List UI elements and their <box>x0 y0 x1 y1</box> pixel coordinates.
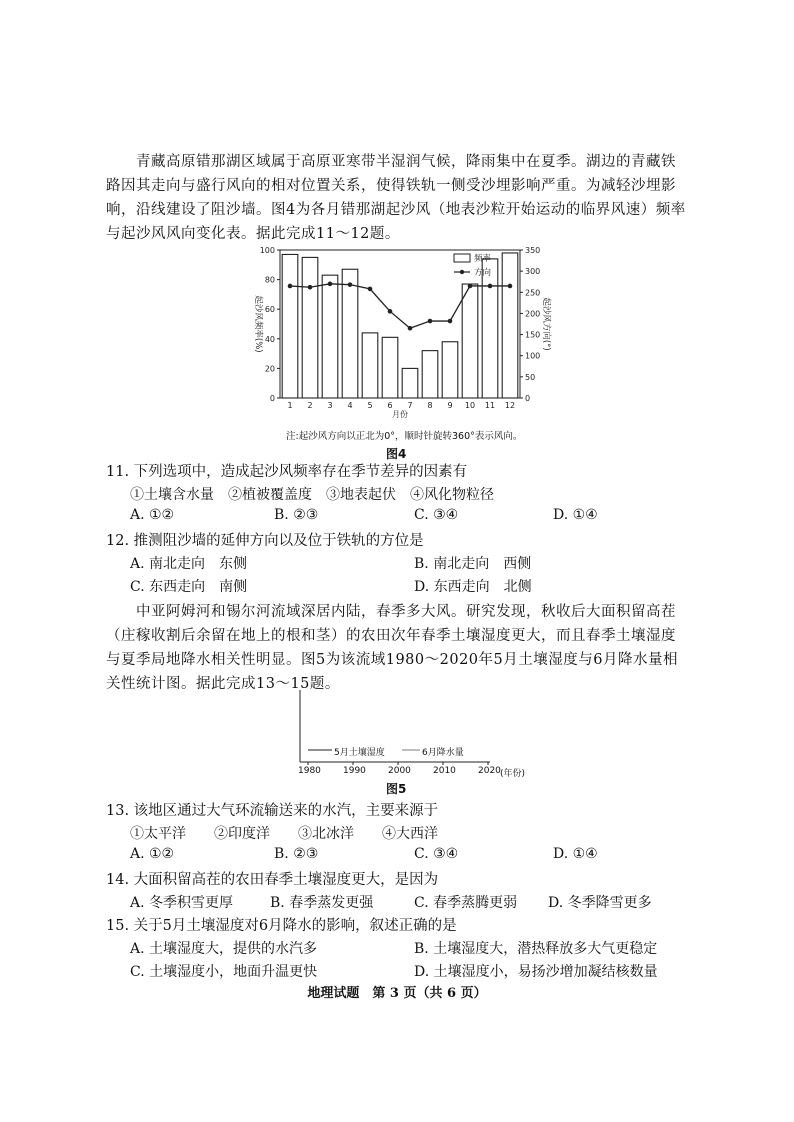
figure-4-direction-point <box>388 309 393 314</box>
figure-4-bar <box>322 275 338 398</box>
figure-4-x-tick-label: 10 <box>464 401 476 410</box>
question-12-option-a[interactable]: A. 南北走向 东侧 <box>130 556 248 572</box>
figure-4-right-tick-label: 350 <box>525 246 541 255</box>
figure-4-bar <box>342 269 358 398</box>
figure-4-bar <box>362 333 378 398</box>
figure-4-x-tick-label: 4 <box>347 401 353 410</box>
figure-5-legend-rain: 6月降水量 <box>422 748 464 758</box>
question-13-option-c[interactable]: C. ③④ <box>414 846 459 862</box>
question-14-option-a[interactable]: A. 冬季积雪更厚 <box>130 895 234 911</box>
question-14-option-d[interactable]: D. 冬季降雪更多 <box>548 895 652 911</box>
figure-4-x-tick-label: 2 <box>307 401 313 410</box>
figure-5-caption: 图5 <box>386 782 407 796</box>
figure-4-right-tick-label: 150 <box>525 330 541 340</box>
figure-4-right-axis-title: 起沙风方向(°) <box>541 297 551 351</box>
figure-4-right-tick-label: 250 <box>525 288 541 298</box>
figure-4-direction-point <box>288 284 293 289</box>
question-14-option-b[interactable]: B. 春季蒸发更强 <box>270 895 374 911</box>
question-14-option-c[interactable]: C. 春季蒸腾更弱 <box>414 895 518 911</box>
figure-4-right-tick-label: 200 <box>525 309 541 319</box>
figure-4-bar <box>442 342 458 398</box>
figure-4-left-tick-label: 40 <box>264 334 275 344</box>
figure-4-caption: 图4 <box>386 447 407 461</box>
figure-5-xtick-2010: 2010 <box>433 766 456 776</box>
figure-4-direction-point <box>428 319 433 324</box>
figure-5-x-unit: (年份) <box>500 769 526 779</box>
figure-4-bar <box>502 253 518 398</box>
question-13-option-a[interactable]: A. ①② <box>130 846 175 862</box>
figure-4-x-tick-label: 6 <box>387 401 393 410</box>
figure-4-x-axis-title: 月份 <box>392 410 408 419</box>
question-12-option-b[interactable]: B. 南北走向 西侧 <box>414 556 532 572</box>
question-15-option-b[interactable]: B. 土壤湿度大，潜热释放多大气更稳定 <box>414 941 658 957</box>
figure-4-bar <box>302 257 318 398</box>
figure-4-x-tick-label: 9 <box>447 401 453 410</box>
question-13-option-b[interactable]: B. ②③ <box>274 846 319 862</box>
figure-4-left-tick-label: 100 <box>259 246 275 255</box>
question-14-stem: 14. 大面积留高茬的农田春季土壤湿度更大，是因为 <box>106 872 439 888</box>
figure-4-left-tick-label: 60 <box>264 305 275 315</box>
figure-4-right-tick-label: 300 <box>525 267 541 277</box>
figure-4-bar <box>422 351 438 398</box>
figure-5-legend-soil: 5月土壤湿度 <box>334 748 385 758</box>
question-11-option-b[interactable]: B. ②③ <box>274 507 319 523</box>
figure-4-legend-dir: 方向 <box>474 268 492 278</box>
figure-4-x-tick-label: 11 <box>484 401 496 410</box>
page-footer: 地理试题 第 3 页（共 6 页） <box>307 986 487 1001</box>
figure-4-direction-point <box>368 287 373 292</box>
figure-5-xtick-2020: 2020 <box>478 766 501 776</box>
figure-4-x-tick-label: 8 <box>427 401 433 410</box>
figure-5-xtick-1980: 1980 <box>298 766 321 776</box>
figure-4-bar <box>462 284 478 398</box>
figure-4-direction-point <box>348 282 353 287</box>
figure-4-bar <box>282 254 298 398</box>
figure-4-x-tick-label: 7 <box>407 401 413 410</box>
question-11-option-c[interactable]: C. ③④ <box>414 507 459 523</box>
question-12-option-d[interactable]: D. 东西走向 北侧 <box>414 579 532 595</box>
figure-4-right-tick-label: 50 <box>525 372 536 382</box>
figure-4-legend-bar-swatch <box>454 254 470 262</box>
figure-4-chart <box>240 240 560 450</box>
figure-4-x-tick-label: 3 <box>327 401 333 410</box>
question-15-option-d[interactable]: D. 土壤湿度小，易扬沙增加凝结核数量 <box>414 964 658 980</box>
figure-4-x-tick-label: 5 <box>367 401 373 410</box>
figure-4-left-axis-title: 起沙风频率(%) <box>253 295 263 353</box>
intro-passage-2: 中亚阿姆河和锡尔河流域深居内陆，春季多大风。研究发现，秋收后大面积留高茬（庄稼收割后余留在地上的根和茎）的农田次年春季土壤湿度更大，而且春季土壤湿度与夏季局地降水相关性明显。图5为该流域1980～2020年5月土壤湿度与6月降水量相关性统计图。据此完成13～15题。 <box>106 604 678 692</box>
question-11-option-a[interactable]: A. ①② <box>130 507 175 523</box>
question-12-option-c[interactable]: C. 东西走向 南侧 <box>130 579 248 595</box>
question-11-items: ①土壤含水量 ②植被覆盖度 ③地表起伏 ④风化物粒径 <box>130 487 494 503</box>
figure-4-x-tick-label: 1 <box>287 401 293 410</box>
figure-4-left-tick-label: 0 <box>269 394 275 403</box>
figure-4-left-tick-label: 80 <box>264 275 275 285</box>
figure-4-bar <box>382 337 398 398</box>
figure-4-note: 注:起沙风方向以正北为0°，顺时针旋转360°表示风向。 <box>286 431 523 442</box>
figure-4-direction-point <box>468 284 473 289</box>
figure-4-left-tick-label: 20 <box>264 364 275 374</box>
question-13-items: ①太平洋 ②印度洋 ③北冰洋 ④大西洋 <box>130 826 438 842</box>
figure-5-xtick-2000: 2000 <box>388 766 411 776</box>
question-15-stem: 15. 关于5月土壤湿度对6月降水的影响，叙述正确的是 <box>106 918 457 934</box>
figure-4-direction-point <box>448 319 453 324</box>
question-11-stem: 11. 下列选项中，造成起沙风频率存在季节差异的因素有 <box>106 464 468 480</box>
question-11-option-d[interactable]: D. ①④ <box>553 507 598 523</box>
figure-4-bar <box>482 259 498 398</box>
figure-4-direction-point <box>408 326 413 331</box>
figure-4-legend-freq: 频率 <box>474 254 492 264</box>
figure-4-right-tick-label: 100 <box>525 351 541 361</box>
question-13-option-d[interactable]: D. ①④ <box>553 846 598 862</box>
intro-passage-1: 青藏高原错那湖区域属于高原亚寒带半湿润气候，降雨集中在夏季。湖边的青藏铁路因其走向与盛行风向的相对位置关系，使得铁轨一侧受沙埋影响严重。为减轻沙埋影响，沿线建设了阻沙墙。图4为各月错那湖起沙风（地表沙粒开始运动的临界风速）频率与起沙风风向变化表。据此完成11～12题。 <box>106 154 686 242</box>
figure-4-direction-point <box>328 282 333 287</box>
figure-4-right-tick-label: 0 <box>525 394 531 403</box>
question-15-option-c[interactable]: C. 土壤湿度小，地面升温更快 <box>130 964 318 980</box>
question-12-stem: 12. 推测阻沙墙的延伸方向以及位于铁轨的方位是 <box>106 533 424 549</box>
question-13-stem: 13. 该地区通过大气环流输送来的水汽，主要来源于 <box>106 803 439 819</box>
question-15-option-a[interactable]: A. 土壤湿度大，提供的水汽多 <box>130 941 318 957</box>
figure-5-xtick-1990: 1990 <box>343 766 366 776</box>
figure-4-direction-point <box>308 285 313 290</box>
figure-4-bar <box>402 368 418 398</box>
figure-4-direction-point <box>488 284 493 289</box>
figure-4-x-tick-label: 12 <box>504 401 516 410</box>
figure-4-direction-point <box>508 284 513 289</box>
figure-4-legend-line-point <box>460 270 464 274</box>
